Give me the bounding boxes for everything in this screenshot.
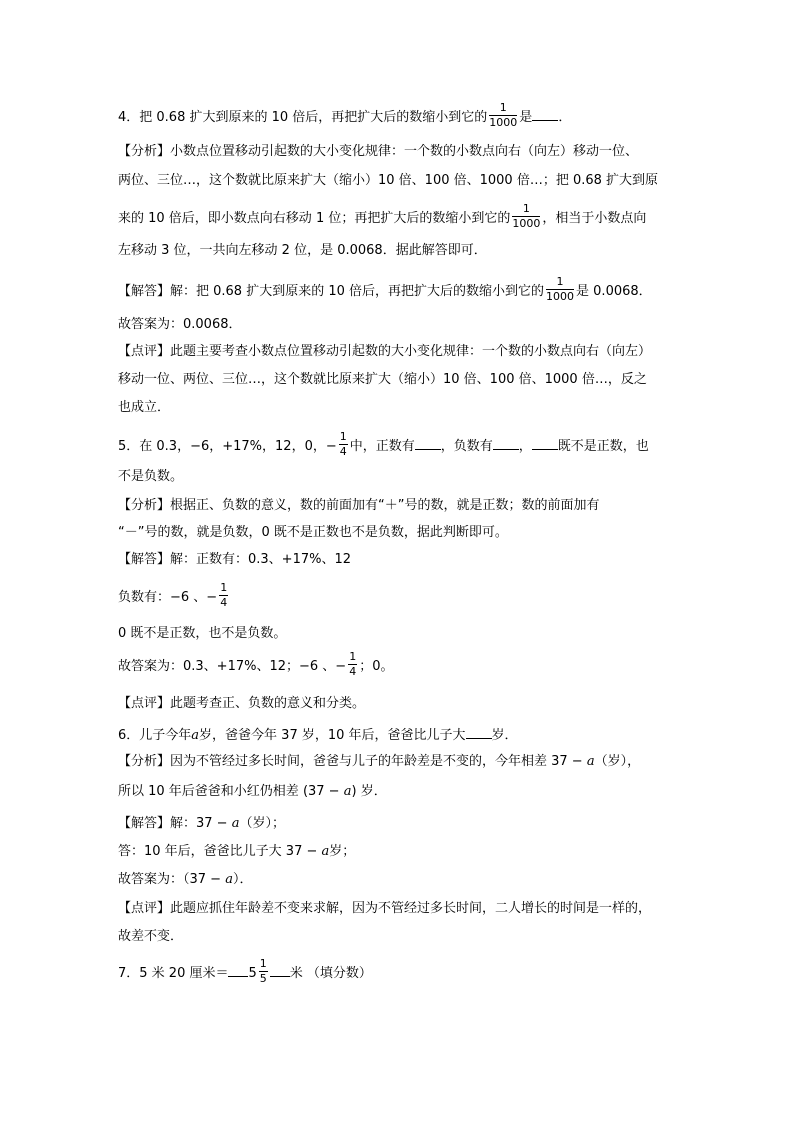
q4-analysis-line-1: 【分析】小数点位置移动引起数的大小变化规律：一个数的小数点向右（向左）移动一位、 <box>118 144 639 159</box>
q4-stem: 4．把 0.68 扩大到原来的 10 倍后，再把扩大后的数缩小到它的 $\frac{1}{1000}$ 是 ． <box>118 101 572 130</box>
answer-blank <box>228 965 248 977</box>
fraction: $\frac{1}{4}$ <box>349 650 357 679</box>
q4-stem-text: 4．把 0.68 扩大到原来的 10 倍后，再把扩大后的数缩小到它的 <box>118 110 488 126</box>
fraction: $\frac{1}{4}$ <box>220 581 228 610</box>
answer-blank <box>415 438 441 450</box>
answer-blank <box>532 438 558 450</box>
q6-analysis-line-1: 【分析】因为不管经过多长时间，爸爸与儿子的年龄差是不变的，今年相差 37 − a（岁）， <box>118 754 641 769</box>
q5-comment: 【点评】此题考查正、负数的意义和分类。 <box>118 696 366 711</box>
answer-blank <box>493 438 519 450</box>
q5-analysis-line-1: 【分析】根据正、负数的意义，数的前面加有“＋”号的数，就是正数；数的前面加有 <box>118 498 600 513</box>
q7-stem: 7．5 米 20 厘米＝ 5 $\frac{1}{5}$ 米 （填分数） <box>118 960 372 987</box>
q5-analysis-line-2: “－”号的数，就是负数，0 既不是正数也不是负数，据此判断即可。 <box>118 525 508 540</box>
fraction: $\frac{1}{1000}$ <box>489 101 518 130</box>
q4-solution: 【解答】解：把 0.68 扩大到原来的 10 倍后，再把扩大后的数缩小到它的 $\frac{1}{1000}$ 是 0.0068． <box>118 275 652 304</box>
q6-stem: 6．儿子今年a岁，爸爸今年 37 岁，10 年后，爸爸比儿子大 岁． <box>118 728 518 743</box>
q6-comment-line-2: 故差不变． <box>118 929 184 944</box>
q4-answer: 故答案为：0.0068． <box>118 317 242 332</box>
q4-analysis-line-4: 左移动 3 位，一共向左移动 2 位，是 0.0068．据此解答即可． <box>118 243 487 258</box>
q4-comment-line-1: 【点评】此题主要考查小数点位置移动引起数的大小变化规律：一个数的小数点向右（向左） <box>118 344 652 359</box>
fraction: $\frac{1}{5}$ <box>259 957 267 986</box>
answer-blank <box>532 109 558 121</box>
q5-answer: 故答案为：0.3、+17%、12；−6 、− $\frac{1}{4}$ ；0。 <box>118 650 394 679</box>
q6-solution: 【解答】解：37 − a（岁）； <box>118 816 285 831</box>
fraction: $\frac{1}{1000}$ <box>512 202 541 231</box>
q5-stem: 5．在 0.3，−6，+17%，12，0，− $\frac{1}{4}$ 中，正数有 ，负数有 ， 既不是正数，也 <box>118 430 649 459</box>
q5-stem-line-2: 不是负数。 <box>118 469 184 484</box>
q4-comment-line-2: 移动一位、两位、三位…，这个数就比原来扩大（缩小）10 倍、100 倍、1000 倍…，反之 <box>118 372 647 387</box>
answer-blank <box>466 727 492 739</box>
q4-analysis-line-2: 两位、三位…，这个数就比原来扩大（缩小）10 倍、100 倍、1000 倍…；把 0.68 扩大到原 <box>118 173 659 188</box>
q6-analysis-line-2: 所以 10 年后爸爸和小红仍相差 (37 − a) 岁． <box>118 784 387 799</box>
q6-answer: 故答案为：（37 − a）． <box>118 872 253 887</box>
q4-analysis-line-3: 来的 10 倍后，即小数点向右移动 1 位；再把扩大后的数缩小到它的 $\frac{1}{1000}$ ，相当于小数点向 <box>118 202 647 231</box>
q5-solution-line-3: 0 既不是正数，也不是负数。 <box>118 626 287 641</box>
answer-blank <box>270 965 290 977</box>
fraction: $\frac{1}{1000}$ <box>546 275 575 304</box>
q5-solution-line-1: 【解答】解：正数有：0.3、+17%、12 <box>118 552 352 567</box>
q6-reply: 答：10 年后，爸爸比儿子大 37 − a岁； <box>118 844 356 859</box>
q6-comment-line-1: 【点评】此题应抓住年龄差不变来求解，因为不管经过多长时间，二人增长的时间是一样的， <box>118 901 652 916</box>
fraction: $\frac{1}{4}$ <box>339 430 347 459</box>
mixed-number: 5 $\frac{1}{5}$ <box>248 957 267 986</box>
q4-comment-line-3: 也成立． <box>118 400 171 415</box>
q5-solution-line-2: 负数有：−6 、− $\frac{1}{4}$ <box>118 581 228 610</box>
